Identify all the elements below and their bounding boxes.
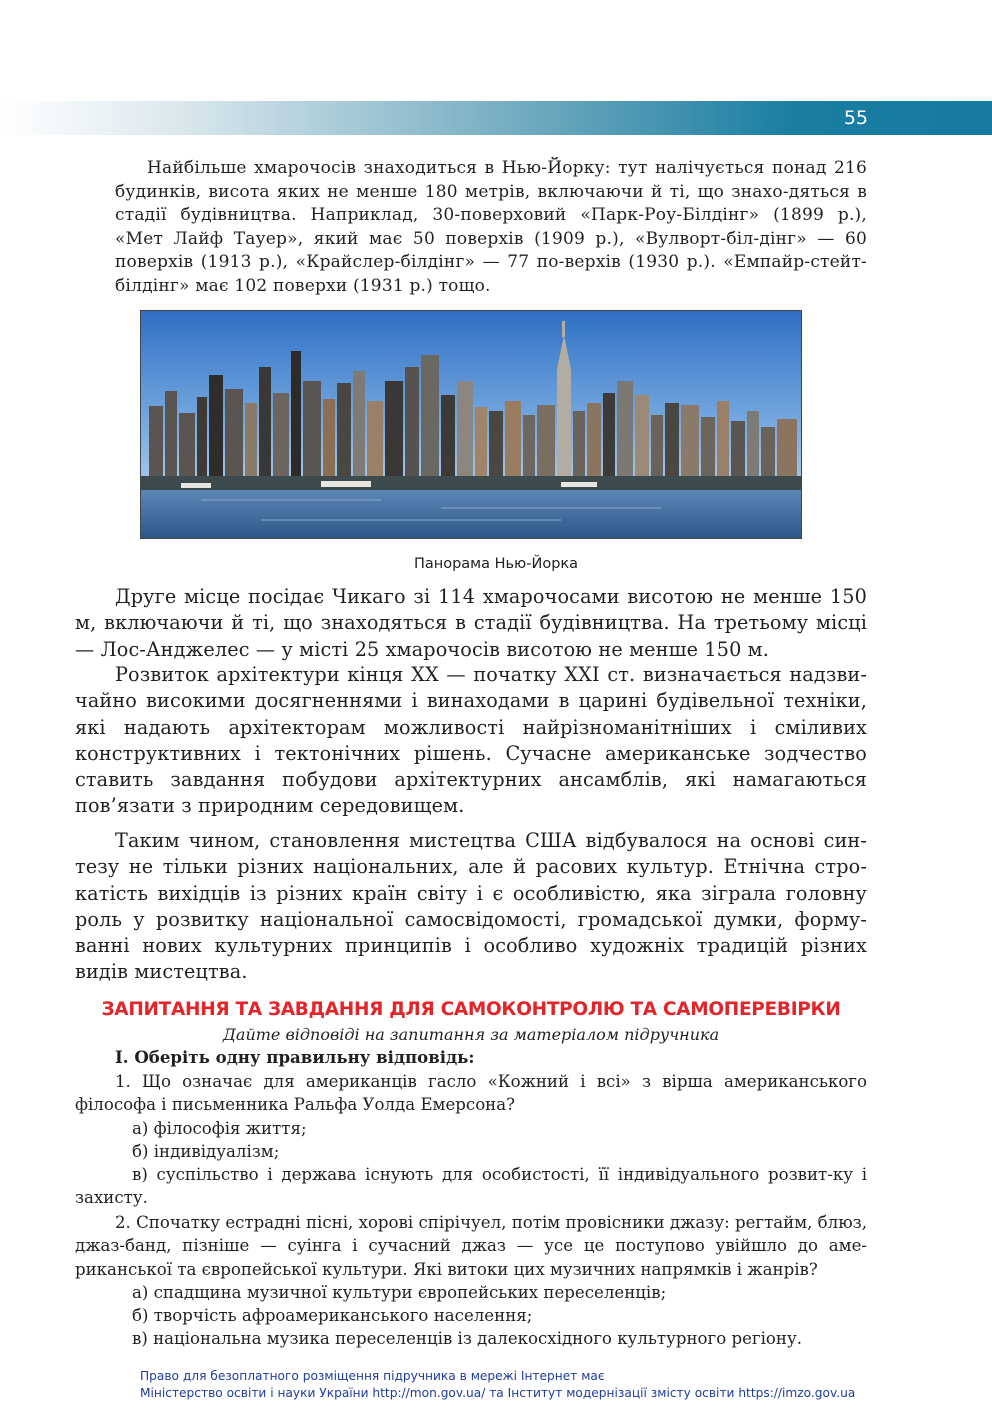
question-2-option-c: в) національна музика переселенців із далекосхідного культурного регіону.: [132, 1329, 803, 1348]
header-bar: [0, 101, 992, 135]
new-york-panorama-image: [140, 310, 802, 539]
question-2-option-b: б) творчість афроамериканського населення;: [132, 1306, 533, 1325]
question-2-option-a: а) спадщина музичної культури європейських переселенців;: [132, 1283, 667, 1302]
paragraph-conclusion: Таким чином, становлення мистецтва США відбувалося на основі син-тезу не тільки різних національних, але й расових культур. Етнічна стро-катість вихідців із різних країн світу і є особливістю, яка зіграла головну роль у розвитку національної самосвідомості, громадської думки, форму-ванні нових культурних принципів і особливо художніх традицій різних видів мистецтва.: [75, 829, 867, 984]
questions-heading: ЗАПИТАННЯ ТА ЗАВДАННЯ ДЛЯ САМОКОНТРОЛЮ ТА САМОПЕРЕВІРКИ: [101, 999, 841, 1020]
question-1-option-a: а) філософія життя;: [132, 1119, 307, 1138]
question-1-option-c: в) суспільство і держава існують для особистості, її індивідуального розвит-ку і захисту.: [75, 1165, 867, 1208]
questions-subheading: Дайте відповіді на запитання за матеріалом підручника: [222, 1025, 720, 1044]
footer-rights-notice: [140, 1368, 855, 1402]
footer-line-2: Міністерство освіти і науки України http://mon.gov.ua/ та Інститут модернізації змісту освіти https://imzo.gov.ua: [140, 1386, 856, 1400]
question-1-option-b: б) індивідуалізм;: [132, 1142, 280, 1161]
question-2: 2. Спочатку естрадні пісні, хорові спірічуел, потім провісники джазу: регтайм, блюз, джаз-банд, пізніше — суінга і сучасний джаз — усе це поступово увійшло до аме-риканської та європейської культури. Які витоки цих музичних напрямків і жанрів?: [75, 1213, 867, 1279]
page-number: 55: [843, 107, 868, 129]
paragraph-chicago: Друге місце посідає Чикаго зі 114 хмарочосами висотою не менше 150 м, включаючи й ті, що знаходяться в стадії будівництва. На третьому місці — Лос-Анджелес — у місті 25 хмарочосів висотою не менше 150 м.: [75, 585, 867, 661]
question-1: 1. Що означає для американців гасло «Кожний і всі» з вірша американського філософа і письменника Ральфа Уолда Емерсона?: [75, 1072, 867, 1115]
figure-caption: Панорама Нью-Йорка: [413, 556, 579, 572]
paragraph-architecture: Розвиток архітектури кінця XX — початку XXI ст. визначається надзви-чайно високими досягненнями і винаходами в царині будівельної техніки, які надають архітекторам можливості найрізноманітніших і сміливих конструктивних і тектонічних рішень. Сучасне американське зодчество ставить завдання побудови архітектурних ансамблів, які намагаються пов’язати з природним середовищем.: [75, 663, 867, 818]
task-instruction: І. Оберіть одну правильну відповідь:: [115, 1047, 475, 1067]
intro-paragraph: Найбільше хмарочосів знаходиться в Нью-Йорку: тут налічується понад 216 будинків, висота яких не менше 180 метрів, включаючи й ті, що знахо-дяться в стадії будівництва. Наприклад, 30-поверховий «Парк-Роу-Білдінг» (1899 р.), «Мет Лайф Тауер», який має 50 поверхів (1909 р.), «Вулворт-біл-дінг» — 60 поверхів (1913 р.), «Крайслер-білдінг» — 77 по-верхів (1930 р.). «Емпайр-стейт-білдінг» має 102 поверхи (1931 р.) тощо.: [115, 158, 867, 296]
footer-line-1: Право для безоплатного розміщення підручника в мережі Інтернет має: [140, 1369, 605, 1383]
